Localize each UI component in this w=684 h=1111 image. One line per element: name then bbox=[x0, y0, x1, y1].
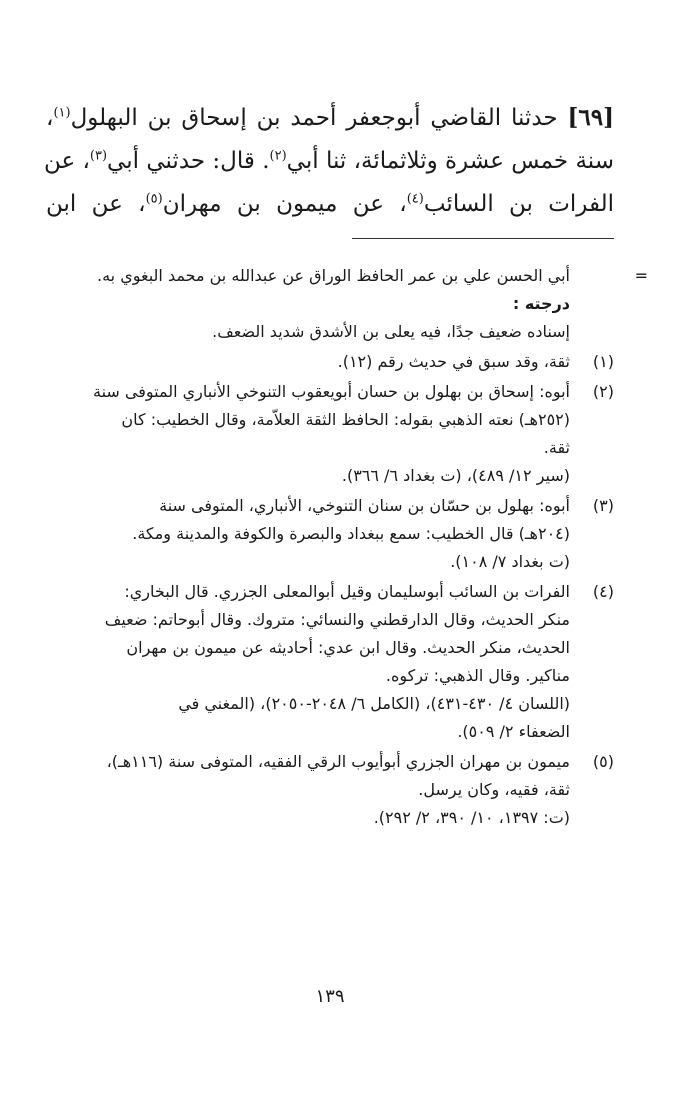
footnote-line: مناكير. وقال الذهبي: تركوه. bbox=[385, 666, 570, 685]
main-line-3 bbox=[46, 183, 614, 226]
footnote-divider bbox=[352, 238, 614, 239]
footnote-number: (٥) bbox=[592, 752, 614, 771]
footnote-ref: (٤) bbox=[406, 191, 424, 207]
footnote-line: ميمون بن مهران الجزري أبوأيوب الرقي الفقيه، المتوفى سنة (١١٦هـ)، bbox=[106, 752, 570, 771]
footnote-number: (٤) bbox=[592, 582, 614, 601]
main-text bbox=[43, 96, 615, 226]
footnote-line: ثقة. bbox=[543, 438, 570, 457]
footnote-line: منكر الحديث، وقال الدارقطني والنسائي: متروك. وقال أبوحاتم: ضعيف bbox=[104, 610, 570, 629]
main-line-tail: ، bbox=[46, 105, 54, 131]
footnote-line: أبي الحسن علي بن عمر الحافظ الوراق عن عبدالله بن محمد البغوي به. bbox=[97, 266, 570, 285]
footnote-5 bbox=[46, 748, 614, 832]
footnotes bbox=[46, 262, 648, 834]
footnote-3 bbox=[46, 492, 614, 576]
footnote-line: ثقة، فقيه، وكان يرسل. bbox=[418, 780, 570, 799]
footnote-line: إسناده ضعيف جدًا، فيه يعلى بن الأشدق شديد الضعف. bbox=[212, 322, 570, 341]
footnote-continuation bbox=[46, 262, 648, 346]
footnote-line: (ت: ١٣٩٧، ١٠/ ٣٩٠، ٢/ ٢٩٢). bbox=[373, 808, 570, 827]
main-line-text: حدثنا القاضي أبوجعفر أحمد بن إسحاق بن البهلول bbox=[70, 105, 558, 131]
footnote-number: (٣) bbox=[592, 496, 614, 515]
footnote-line: (٢٥٢هـ) نعته الذهبي بقوله: الحافظ الثقة العلاّمة، وقال الخطيب: كان bbox=[121, 410, 570, 429]
page bbox=[43, 0, 648, 1111]
main-line-text: الفرات بن السائب bbox=[423, 191, 615, 217]
footnote-ref: (٣) bbox=[89, 148, 108, 164]
footnote-ref: (١) bbox=[53, 105, 71, 121]
main-line-tail: ، عن bbox=[43, 148, 90, 174]
footnote-number: (١) bbox=[592, 352, 614, 371]
main-line-mid: ، عن ميمون بن مهران bbox=[162, 191, 407, 217]
continuation-mark: = bbox=[634, 266, 648, 285]
main-line-text: سنة خمس عشرة وثلاثمائة، ثنا أبي bbox=[286, 148, 614, 174]
hadith-number: [٦٩] bbox=[567, 104, 614, 131]
footnote-number: (٢) bbox=[592, 382, 614, 401]
footnote-ref: (٥) bbox=[145, 191, 163, 207]
footnote-2 bbox=[46, 378, 614, 490]
footnote-line: ثقة، وقد سبق في حديث رقم (١٢). bbox=[337, 352, 570, 371]
page-number: ١٣٩ bbox=[315, 986, 345, 1007]
footnote-line: الحديث، منكر الحديث. وقال ابن عدي: أحاديثه عن ميمون بن مهران bbox=[126, 638, 570, 657]
footnote-ref: (٢) bbox=[269, 148, 287, 164]
footnote-line: أبوه: بهلول بن حسّان بن سنان التنوخي، الأنباري، المتوفى سنة bbox=[159, 496, 570, 515]
footnote-1 bbox=[46, 348, 614, 376]
footnote-line: درجته : bbox=[512, 294, 570, 313]
main-line-2 bbox=[43, 140, 614, 183]
footnote-line: (اللسان ٤/ ٤٣٠-٤٣١)، (الكامل ٦/ ٢٠٤٨-٢٠٥٠)، (المغني في bbox=[178, 694, 570, 713]
footnote-4 bbox=[46, 578, 614, 746]
main-line-tail: ، عن ابن bbox=[46, 191, 146, 217]
footnote-line: (سير ١٢/ ٤٨٩)، (ت بغداد ٦/ ٣٦٦). bbox=[341, 466, 570, 485]
main-line-1 bbox=[46, 96, 614, 140]
footnote-line: الفرات بن السائب أبوسليمان وقيل أبوالمعلى الجزري. قال البخاري: bbox=[124, 582, 570, 601]
footnote-line: (ت بغداد ٧/ ١٠٨). bbox=[450, 552, 570, 571]
footnote-line: أبوه: إسحاق بن بهلول بن حسان أبويعقوب التنوخي الأنباري المتوفى سنة bbox=[93, 382, 570, 401]
main-line-mid: . قال: حدثني أبي bbox=[107, 148, 270, 174]
footnote-line: (٢٠٤هـ) قال الخطيب: سمع ببغداد والبصرة والكوفة والمدينة ومكة. bbox=[132, 524, 570, 543]
footnote-line: الضعفاء ٢/ ٥٠٩). bbox=[457, 722, 570, 741]
